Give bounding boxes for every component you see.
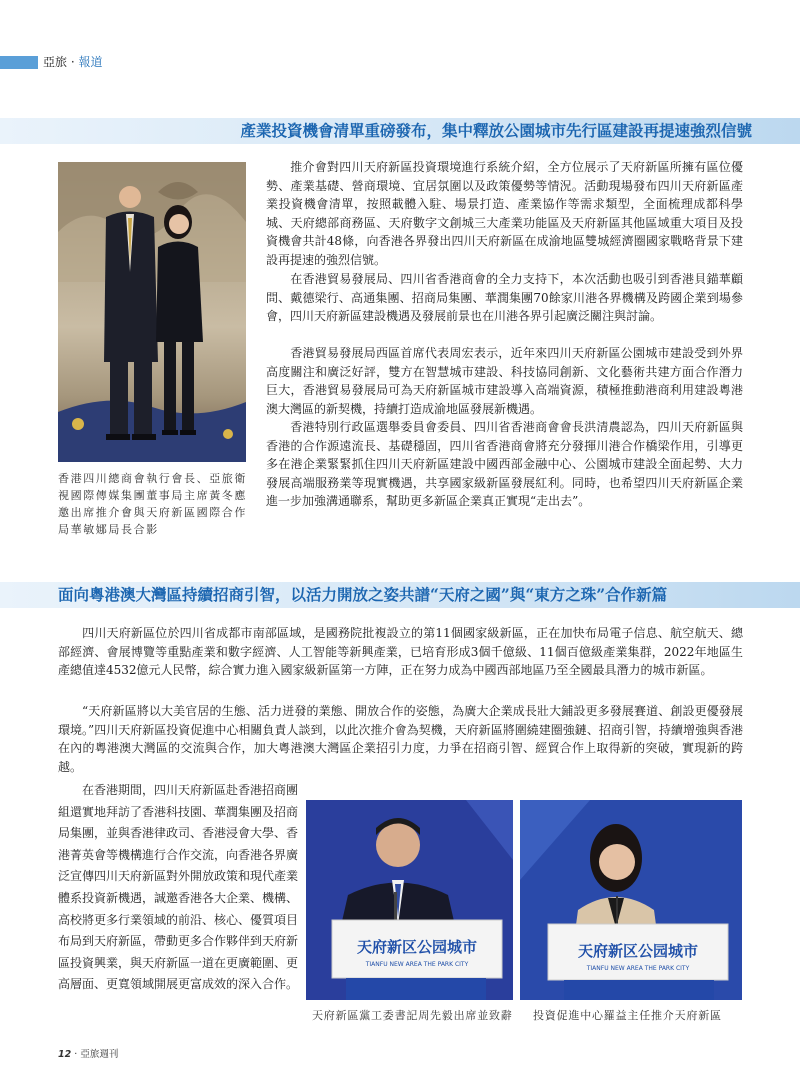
podium-sign-sub: TIANFU NEW AREA THE PARK CITY xyxy=(365,961,469,968)
section2-title: 面向粵港澳大灣區持續招商引智，以活力開放之姿共譜“天府之國”與“東方之珠”合作新篇 xyxy=(0,582,800,608)
photo-caption-2: 天府新區黨工委書記周先毅出席並致辭 xyxy=(312,1009,513,1022)
section1-title: 產業投資機會清單重磅發布，集中釋放公園城市先行區建設再提速強烈信號 xyxy=(0,118,800,144)
section2-paragraph-1: 四川天府新區位於四川省成都市南部區域，是國務院批複設立的第11個國家級新區，正在加快布局電子信息、航空航天、總部經濟、會展博覽等重點產業和數字經濟、人工智能等新興產業，已培育形成3個千億級、11個百億級產業集群，2022年地區生產總值達4532億元人民幣，綜合實力進入國家級新區第一方陣，正在努力成為中國西部地區乃至全國最具潛力的城市新區。 xyxy=(58,626,743,678)
page-number: 12 xyxy=(58,1049,72,1060)
magazine-name: 亞旅週刊 xyxy=(80,1049,119,1060)
group-photo xyxy=(58,162,246,462)
section2-paragraph-2: “天府新區將以大美官居的生態、活力迸發的業態、開放合作的姿態，為廣大企業成長壯大鋪設更多發展賽道、創設更優發展環境。”四川天府新區投資促進中心相關負責人談到，以此次推介會為契機，天府新區將圍繞建圈強鏈、招商引智，持續增強與香港在內的粵港澳大灣區的交流與合作，加大粵港澳大灣區企業招引力度，力爭在招商引智、經貿合作上取得新的突破，實現新的跨越。 xyxy=(58,704,743,774)
header-separator: · xyxy=(70,55,75,69)
section2-paragraph-3: 在香港期間，四川天府新區赴香港招商團組還實地拜訪了香港科技園、華潤集團及招商局集團，並與香港律政司、香港浸會大學、香港菁英會等機構進行合作交流，向香港各界廣泛宣傳四川天府新區對外開放政策和現代產業體系投資新機遇，誠邀香港各大企業、機構、高校將更多行業領域的前沿、核心、優質項目布局到天府新區，帶動更多合作夥伴到天府新區投資興業，與天府新區一道在更廣範圍、更高層面、更寬領域開展更富成效的深入合作。 xyxy=(58,783,299,992)
speaker-photo-1-illustration xyxy=(306,800,513,1000)
podium-sign-main-2: 天府新区公园城市 xyxy=(577,942,699,960)
speaker-photo-2 xyxy=(520,800,742,1000)
speaker-photo-2-illustration xyxy=(520,800,742,1000)
podium-sign-sub-2: TIANFU NEW AREA THE PARK CITY xyxy=(586,965,690,972)
section1-paragraph-2: 在香港貿易發展局、四川省香港商會的全力支持下，本次活動也吸引到香港貝錨華顧問、戴德梁行、高通集團、招商局集團、華潤集團70餘家川港各界機構及跨國企業到場參會，四川天府新區建設機遇及發展前景也在川港各界引起廣泛關注與討論。 xyxy=(266,272,743,324)
section-header xyxy=(43,53,103,70)
group-photo-illustration xyxy=(58,162,246,462)
page-footer xyxy=(58,1046,118,1060)
section1-paragraph-3: 香港貿易發展局西區首席代表周宏表示，近年來四川天府新區公園城市建設受到外界高度關注和廣泛好評，雙方在智慧城市建設、科技協同創新、文化藝術共建方面合作潛力巨大，香港貿易發展局可為天府新區城市建設導入高端資源，積極推動港商利用建設粵港澳大灣區的新契機，持續打造成渝地區發展新機遇。 xyxy=(266,346,743,416)
photo-caption-3: 投資促進中心羅益主任推介天府新區 xyxy=(533,1009,722,1022)
section1-paragraph-4: 香港特別行政區選舉委員會委員、四川省香港商會會長洪清農認為，四川天府新區與香港的合作源遠流長、基礎穩固，四川省香港商會將充分發揮川港合作橋梁作用，引導更多在港企業緊緊抓住四川天府新區建設中國西部金融中心、公園城市建設全面起勢、大力發展高端服務業等現實機遇，共享國家級新區發展紅利。同時，也希望四川天府新區企業進一步加強溝通聯系，幫助更多新區企業真正實現“走出去”。 xyxy=(266,420,743,509)
photo-caption-1: 香港四川總商會執行會長、亞旅衛視國際傳媒集團董事局主席黃冬應邀出席推介會與天府新區國際合作局華敏娜局長合影 xyxy=(58,472,247,536)
section1-paragraph-1: 推介會對四川天府新區投資環境進行系統介紹，全方位展示了天府新區所擁有區位優勢、產業基礎、營商環境、宜居氛圍以及政策優勢等情況。活動現場發布四川天府新區產業投資機會清單，按照載體入駐、場景打造、產業協作等需求類型，全面梳理成都科學城、天府總部商務區、天府數字文創城三大產業功能區及天府新區其他區域重大項目及投資機會共計48條，向香港各界發出四川天府新區在成渝地區雙城經濟圈國家戰略背景下建設再提速的強烈信號。 xyxy=(266,160,743,267)
footer-separator: · xyxy=(74,1049,78,1060)
podium-sign-main: 天府新区公园城市 xyxy=(356,938,478,956)
speaker-photo-1 xyxy=(306,800,513,1000)
header-subsection: 報道 xyxy=(78,55,103,69)
header-accent-bar xyxy=(0,56,38,69)
header-section: 亞旅 xyxy=(43,55,68,69)
